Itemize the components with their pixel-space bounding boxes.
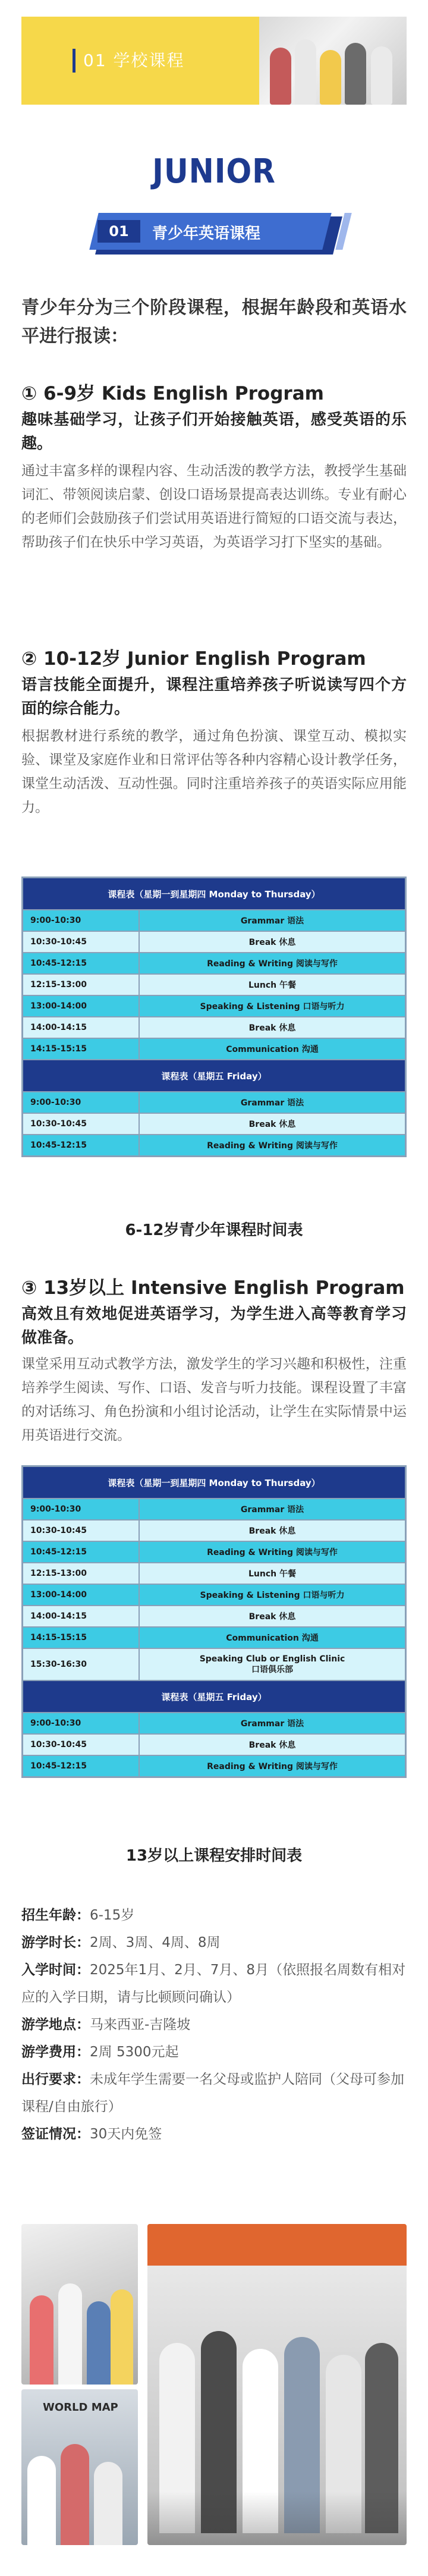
course-cell: Break 休息 — [139, 931, 405, 953]
course-cell: Reading & Writing 阅读与写作 — [139, 1135, 405, 1156]
table-row — [23, 1499, 405, 1520]
course-cell: Break 休息 — [139, 1017, 405, 1038]
banner-child-figure — [295, 39, 316, 105]
table-row — [23, 1627, 405, 1648]
table-row — [23, 910, 405, 931]
course-cell: Reading & Writing 阅读与写作 — [139, 953, 405, 974]
table-row — [23, 931, 405, 953]
banner-child-figure — [345, 43, 366, 105]
table-2-caption: 13岁以上课程安排时间表 — [125, 1847, 303, 1865]
program-1-body: 通过丰富多样的课程内容、生动活泼的教学方法，教授学生基础词汇、带领阅读启蒙、创设口语场景提高表达训练。专业有耐心的老师们会鼓励孩子们尝试用英语进行简短的口语交流与表达，帮助孩子们在快乐中学习英语，为英语学习打下坚实的基础。 — [21, 463, 407, 550]
weekday-header: 课程表（星期一到星期四 Monday to Thursday） — [23, 878, 405, 910]
info-duration — [21, 1929, 407, 1956]
world-map-sign: WORLD MAP — [43, 2401, 118, 2414]
course-cell: Reading & Writing 阅读与写作 — [139, 1755, 405, 1777]
table-row — [23, 1520, 405, 1541]
ribbon-title: 青少年英语课程 — [152, 225, 261, 243]
banner-child-figure — [371, 46, 392, 105]
course-cell — [139, 1648, 405, 1680]
banner-child-figure — [320, 50, 341, 105]
time-cell: 9:00-10:30 — [23, 1713, 139, 1734]
course-line: 口语俱乐部 — [251, 1665, 293, 1675]
banner-child-figure — [270, 48, 291, 105]
time-cell: 10:45-12:15 — [23, 1541, 139, 1563]
course-cell: Break 休息 — [139, 1606, 405, 1627]
course-cell: Communication 沟通 — [139, 1038, 405, 1060]
banner-photo — [259, 17, 407, 105]
time-cell: 14:00-14:15 — [23, 1017, 139, 1038]
course-cell: Communication 沟通 — [139, 1627, 405, 1648]
info-label: 游学费用： — [21, 2044, 90, 2060]
time-cell: 10:30-10:45 — [23, 1520, 139, 1541]
table-row — [23, 1038, 405, 1060]
table-row — [23, 1734, 405, 1755]
time-cell: 10:45-12:15 — [23, 1755, 139, 1777]
info-intake — [21, 1956, 407, 2011]
table-row — [23, 1755, 405, 1777]
course-cell: Grammar 语法 — [139, 1713, 405, 1734]
time-cell: 10:30-10:45 — [23, 1113, 139, 1135]
info-value: 2025年1月、2月、7月、8月（依照报名周数有相对应的入学日期，请与比顿顾问确认） — [21, 1962, 406, 2005]
banner-accent-bar — [73, 49, 75, 73]
table-row — [23, 1541, 405, 1563]
info-label: 游学时长： — [21, 1935, 90, 1950]
program-2-lead: 语言技能全面提升，课程注重培养孩子听说读写四个方面的综合能力。 — [21, 676, 407, 718]
course-cell: Break 休息 — [139, 1113, 405, 1135]
time-cell: 10:45-12:15 — [23, 953, 139, 974]
weekday-header: 课程表（星期一到星期四 Monday to Thursday） — [23, 1466, 405, 1499]
table-row — [23, 1713, 405, 1734]
info-value: 马来西亚-吉隆坡 — [90, 2017, 191, 2032]
course-cell: Speaking & Listening 口语与听力 — [139, 995, 405, 1017]
info-label: 签证情况： — [21, 2126, 90, 2142]
students-photo-2 — [21, 2389, 138, 2545]
info-label: 招生年龄： — [21, 1908, 90, 1923]
friday-header: 课程表（星期五 Friday） — [23, 1680, 405, 1713]
time-cell: 10:30-10:45 — [23, 931, 139, 953]
group-photo — [147, 2224, 407, 2545]
table-row — [23, 1584, 405, 1606]
school-course-banner — [21, 17, 407, 105]
time-cell: 14:00-14:15 — [23, 1606, 139, 1627]
ribbon-number: 01 — [97, 220, 140, 243]
info-value: 6-15岁 — [90, 1908, 135, 1923]
table-row — [23, 1092, 405, 1113]
table-row — [23, 1017, 405, 1038]
table-row — [23, 1648, 405, 1680]
table-1-caption: 6-12岁青少年课程时间表 — [125, 1221, 303, 1239]
table-row — [23, 1113, 405, 1135]
table-row — [23, 974, 405, 995]
time-cell: 12:15-13:00 — [23, 1563, 139, 1584]
info-age — [21, 1902, 407, 1929]
friday-header: 课程表（星期五 Friday） — [23, 1060, 405, 1092]
course-cell: Grammar 语法 — [139, 1092, 405, 1113]
info-label: 入学时间： — [21, 1962, 90, 1978]
junior-heading: JUNIOR — [152, 152, 276, 191]
time-cell: 15:30-16:30 — [23, 1648, 139, 1680]
info-location — [21, 2011, 407, 2038]
table-row — [23, 953, 405, 974]
time-cell: 12:15-13:00 — [23, 974, 139, 995]
course-cell: Speaking & Listening 口语与听力 — [139, 1584, 405, 1606]
course-cell: Lunch 午餐 — [139, 974, 405, 995]
time-cell: 9:00-10:30 — [23, 1092, 139, 1113]
program-3-body: 课堂采用互动式教学方法，激发学生的学习兴趣和积极性，注重培养学生阅读、写作、口语、发音与听力技能。课程设置了丰富的对话练习、角色扮演和小组讨论活动，让学生在实际情景中运用英语进行交流。 — [21, 1356, 407, 1443]
course-cell: Lunch 午餐 — [139, 1563, 405, 1584]
course-cell: Grammar 语法 — [139, 1499, 405, 1520]
intro-text: 青少年分为三个阶段课程，根据年龄段和英语水平进行报读： — [21, 297, 407, 347]
table-row — [23, 1135, 405, 1156]
info-visa — [21, 2121, 407, 2148]
time-cell: 13:00-14:00 — [23, 995, 139, 1017]
course-line: Speaking Club or English Clinic — [199, 1654, 345, 1664]
program-2-title: ② 10-12岁 Junior English Program — [21, 648, 366, 670]
program-3-lead: 高效且有效地促进英语学习，为学生进入高等教育学习做准备。 — [21, 1305, 407, 1347]
info-label: 游学地点： — [21, 2017, 90, 2032]
course-cell: Break 休息 — [139, 1734, 405, 1755]
time-cell: 14:15-15:15 — [23, 1627, 139, 1648]
banner-title: 01 学校课程 — [83, 51, 185, 70]
info-value: 30天内免签 — [90, 2126, 162, 2142]
schedule-table-13-plus — [21, 1465, 407, 1778]
time-cell: 13:00-14:00 — [23, 1584, 139, 1606]
table-row — [23, 1606, 405, 1627]
info-value: 未成年学生需要一名父母或监护人陪同（父母可参加课程/自由旅行） — [21, 2072, 404, 2115]
time-cell: 9:00-10:30 — [23, 1499, 139, 1520]
info-requirement — [21, 2066, 407, 2121]
course-cell: Reading & Writing 阅读与写作 — [139, 1541, 405, 1563]
schedule-table-6-12 — [21, 877, 407, 1157]
info-value: 2周、3周、4周、8周 — [90, 1935, 221, 1950]
time-cell: 10:30-10:45 — [23, 1734, 139, 1755]
junior-ribbon — [89, 213, 339, 255]
program-3-title: ③ 13岁以上 Intensive English Program — [21, 1277, 405, 1299]
course-cell: Grammar 语法 — [139, 910, 405, 931]
time-cell: 9:00-10:30 — [23, 910, 139, 931]
program-2-body: 根据教材进行系统的教学，通过角色扮演、课堂互动、模拟实验、课堂及家庭作业和日常评估等各种内容精心设计教学任务，课堂生动活泼、互动性强。同时注重培养孩子的英语实际应用能力。 — [21, 728, 407, 815]
program-info-list — [21, 1902, 407, 2148]
course-cell: Break 休息 — [139, 1520, 405, 1541]
time-cell: 14:15-15:15 — [23, 1038, 139, 1060]
table-row — [23, 1563, 405, 1584]
program-1-lead: 趣味基础学习，让孩子们开始接触英语，感受英语的乐趣。 — [21, 411, 407, 453]
students-photo-1 — [21, 2224, 138, 2385]
table-row — [23, 995, 405, 1017]
info-fee — [21, 2038, 407, 2066]
time-cell: 10:45-12:15 — [23, 1135, 139, 1156]
info-value: 2周 5300元起 — [90, 2044, 179, 2060]
info-label: 出行要求： — [21, 2072, 90, 2087]
program-1-title: ① 6-9岁 Kids English Program — [21, 383, 324, 404]
